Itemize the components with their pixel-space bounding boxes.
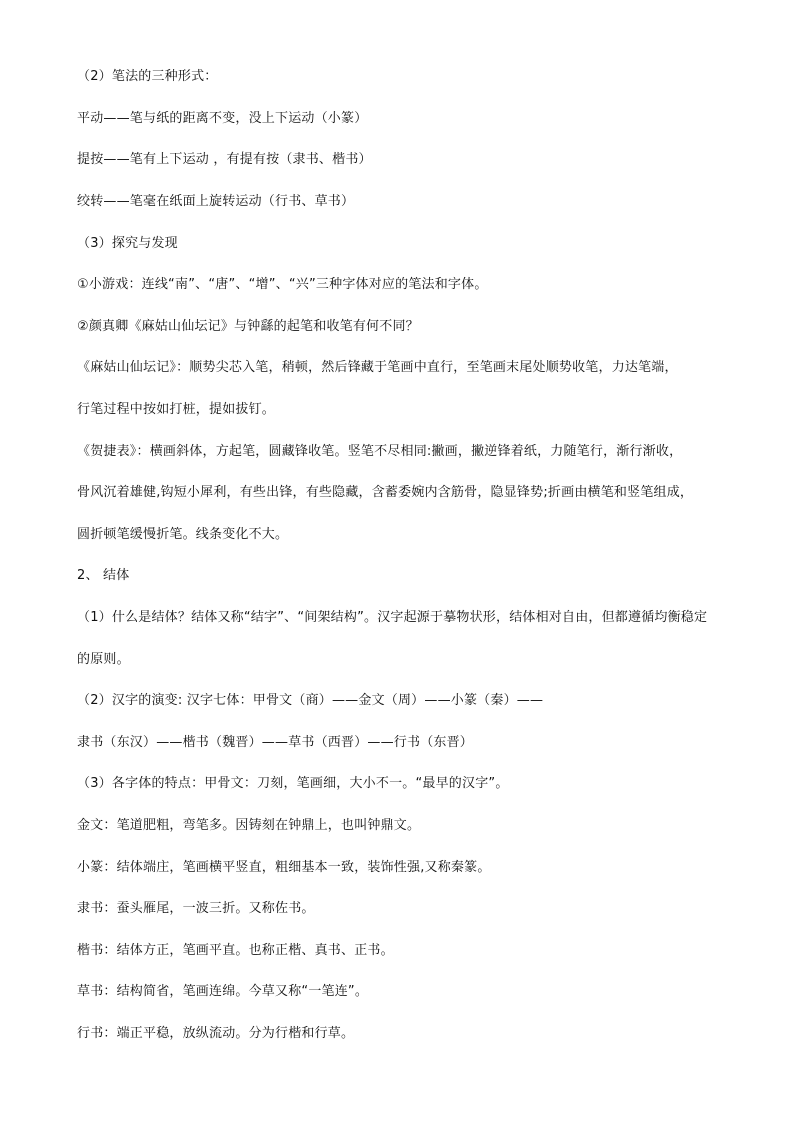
text-line-12: 圆折顿笔缓慢折笔。线条变化不大。 — [77, 527, 289, 542]
text-line-20: 小篆：结体端庄，笔画横平竖直，粗细基本一致，装饰性强,又称秦篆。 — [77, 860, 491, 875]
text-line-9: 行笔过程中按如打桩，提如拔钉。 — [77, 402, 276, 417]
text-line-23: 草书：结构简省，笔画连绵。今草又称“一笔连”。 — [77, 984, 369, 999]
text-line-5: （3）探究与发现 — [77, 236, 178, 251]
text-line-22: 楷书：结体方正，笔画平直。也称正楷、真书、正书。 — [77, 943, 394, 958]
text-line-10: 《贺捷表》：横画斜体，方起笔，圆藏锋收笔。竖笔不尽相同:撇画，撇逆锋着纸，力随笔行，渐行渐收， — [77, 444, 683, 459]
text-line-21: 隶书：蚕头雁尾，一波三折。又称佐书。 — [77, 901, 315, 916]
text-line-19: 金文：笔道肥粗，弯笔多。因铸刻在钟鼎上，也叫钟鼎文。 — [77, 818, 421, 833]
text-line-17: 隶书（东汉）——楷书（魏晋）——草书（西晋）——行书（东晋） — [77, 735, 474, 750]
text-line-24: 行书：端正平稳，放纵流动。分为行楷和行草。 — [77, 1026, 355, 1041]
text-line-11: 骨风沉着雄健,钩短小犀利，有些出锋，有些隐藏，含蓄委婉内含筋骨，隐显锋势;折画由横笔和竖笔组成， — [77, 485, 694, 500]
text-line-1: （2）笔法的三种形式： — [77, 69, 218, 84]
text-line-15: 的原则。 — [77, 652, 130, 667]
text-line-6: ①小游戏：连线“南”、“唐”、“增”、“兴”三种字体对应的笔法和字体。 — [77, 277, 488, 292]
text-line-7: ②颜真卿《麻姑山仙坛记》与钟繇的起笔和收笔有何不同？ — [77, 319, 419, 334]
text-line-3: 提按——笔有上下运动 ，有提有按（隶书、楷书） — [77, 152, 372, 167]
text-line-8: 《麻姑山仙坛记》：顺势尖芯入笔，稍顿，然后锋藏于笔画中直行，至笔画末尾处顺势收笔，力达笔端， — [77, 360, 678, 375]
text-line-13: 2、 结体 — [77, 568, 130, 583]
text-line-2: 平动——笔与纸的距离不变，没上下运动（小篆） — [77, 111, 368, 126]
text-line-18: （3）各字体的特点：甲骨文：刀刻，笔画细，大小不一。“最早的汉字”。 — [77, 776, 509, 791]
text-line-4: 绞转——笔毫在纸面上旋转运动（行书、草书） — [77, 194, 355, 209]
text-line-16: （2）汉字的演变: 汉字七体：甲骨文（商）——金文（周）——小篆（秦）—— — [77, 693, 544, 708]
text-line-14: （1）什么是结体？结体又称“结字”、“间架结构”。汉字起源于摹物状形，结体相对自由，但都遵循均衡稳定 — [77, 610, 708, 625]
